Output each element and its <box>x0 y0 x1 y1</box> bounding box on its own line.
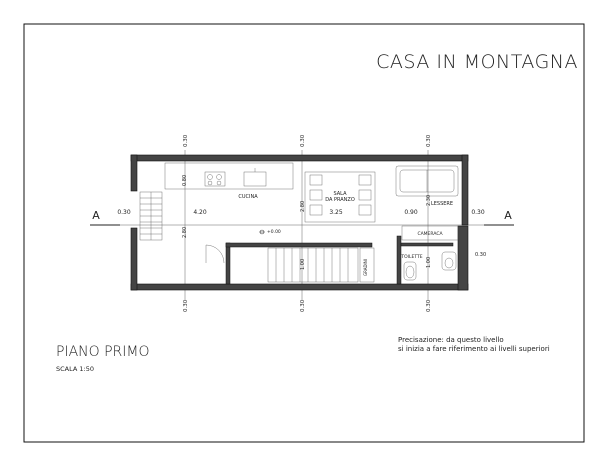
dim-left-depth: 2.80 <box>182 226 188 238</box>
scale-label: SCALA 1:50 <box>56 365 94 373</box>
room-label-toilet: TOILETTE <box>401 255 423 260</box>
dim-top-mid: 0.30 <box>300 134 306 147</box>
room-label-wardrobe: CAMERACA <box>417 232 443 237</box>
note-line-1: Precisazione: da questo livello <box>398 336 504 344</box>
svg-text:+0.00: +0.00 <box>267 230 281 235</box>
plan-name: PIANO PRIMO <box>56 344 150 360</box>
svg-text:A: A <box>92 209 100 222</box>
dim-top-right: 0.30 <box>426 134 432 147</box>
room-label-dining-2: DA PRANZO <box>325 197 355 203</box>
dim-row-right-wall: 0.30 <box>471 209 485 216</box>
drawing-frame <box>24 24 584 442</box>
dim-row-kitchen: 4.20 <box>193 209 207 216</box>
interior-walls <box>226 236 453 284</box>
dim-bottom-mid: 0.30 <box>300 299 306 312</box>
dim-right-depth: 2.30 <box>426 194 432 206</box>
dim-top-left: 0.30 <box>183 134 189 147</box>
door-swing <box>206 245 224 263</box>
main-stair <box>268 248 358 282</box>
left-stair <box>140 192 162 240</box>
sofa <box>396 166 458 196</box>
dim-bath-depth: 1.00 <box>426 256 432 268</box>
dim-row-bath: 0.90 <box>404 209 418 216</box>
dim-kitchen-depth: 0.80 <box>182 174 188 186</box>
dim-right-offset: 0.30 <box>475 252 487 258</box>
dim-stair-depth: 1.00 <box>300 258 306 270</box>
dim-center-depth: 2.80 <box>300 200 306 212</box>
dim-bottom-right: 0.30 <box>426 299 432 312</box>
room-label-stair: GRADINI <box>363 259 368 276</box>
room-label-dining-1: SALA <box>333 191 347 197</box>
level-marker <box>259 229 281 235</box>
note-line-2: si inizia a fare riferimento ai livelli superiori <box>398 345 550 353</box>
svg-text:A: A <box>504 209 512 222</box>
room-label-kitchen: CUCINA <box>238 194 258 200</box>
dim-bottom-left: 0.30 <box>183 299 189 312</box>
dim-row-left-wall: 0.30 <box>117 209 131 216</box>
axis-lines <box>108 150 498 300</box>
section-marker-left <box>90 209 120 225</box>
drawing-title: CASA IN MONTAGNA <box>376 51 578 73</box>
room-label-sleeping: LESSERE <box>430 201 454 207</box>
section-marker-right <box>484 209 514 225</box>
dim-row-dining: 3.25 <box>329 209 343 216</box>
